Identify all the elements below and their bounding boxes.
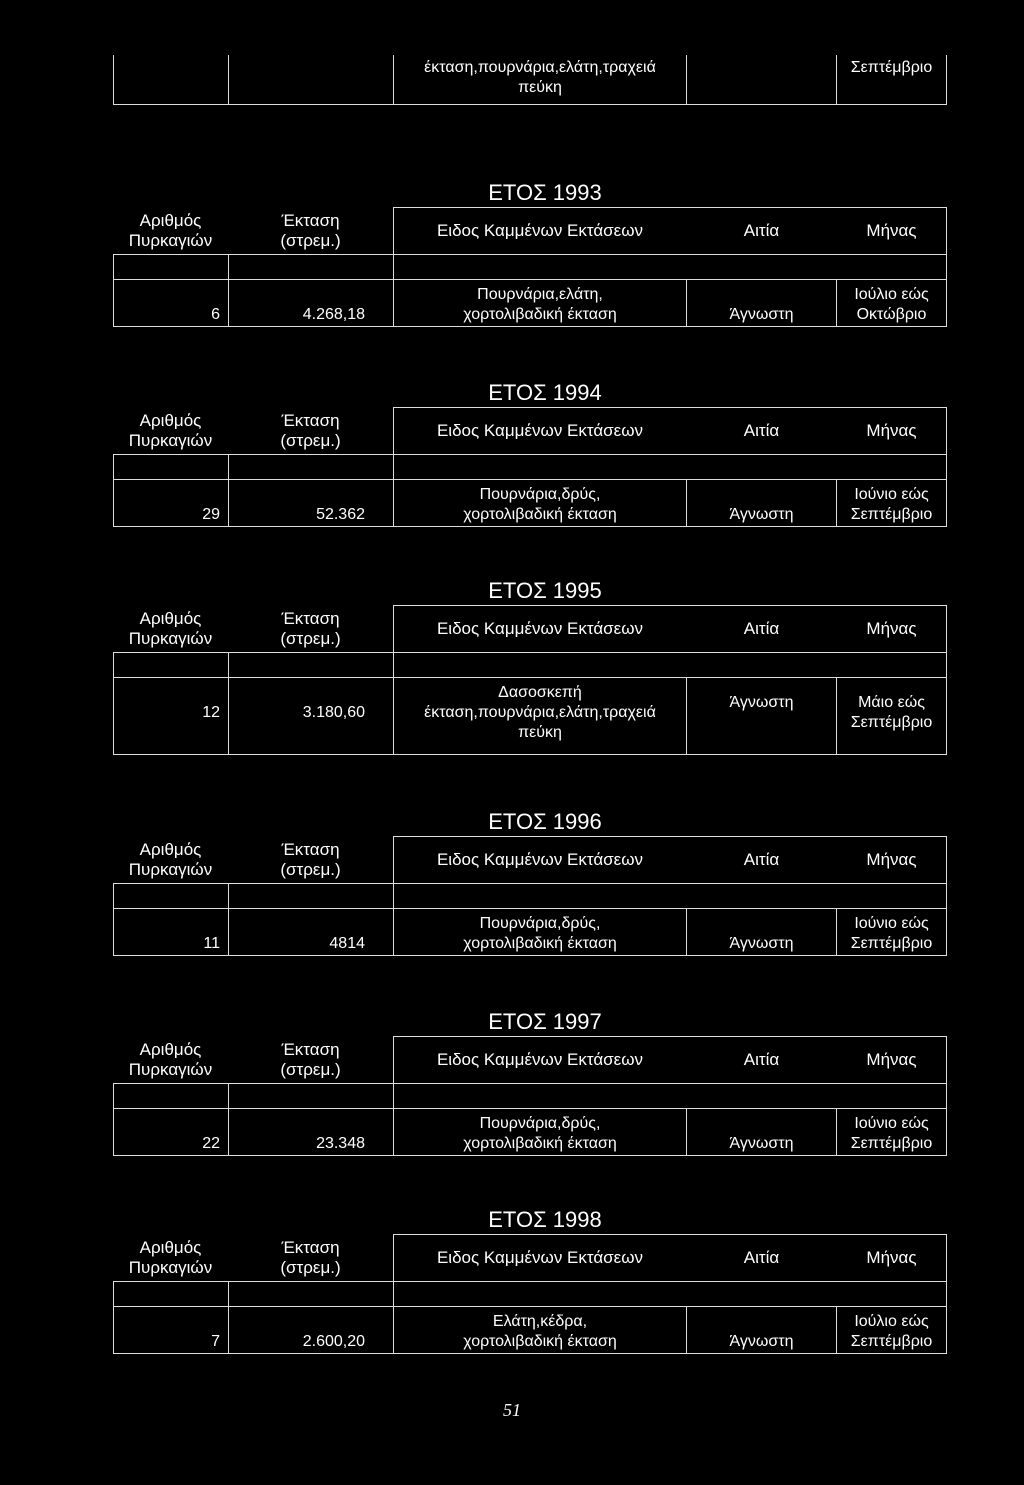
fire-count: 6	[211, 306, 220, 323]
header-month: Μήνας	[866, 850, 917, 869]
fire-count: 29	[202, 506, 220, 523]
header-count: Πυρκαγιών	[128, 629, 213, 648]
fragment-month: Σεπτέμβριο	[850, 59, 933, 76]
burned-type-line: χορτολιβαδική έκταση	[463, 935, 617, 952]
year-title: ΕΤΟΣ 1998	[488, 1207, 602, 1232]
grid-line	[393, 207, 947, 208]
grid-line	[113, 254, 947, 255]
burned-area: 4.268,18	[302, 306, 365, 323]
grid-line	[393, 605, 947, 606]
fire-month-line: Ιούνιο εώς	[854, 486, 929, 503]
header-cause: Αιτία	[743, 1050, 780, 1069]
grid-line	[113, 908, 947, 909]
fire-month-line: Σεπτέμβριο	[850, 1333, 933, 1350]
grid-line	[113, 1306, 947, 1307]
header-area: (στρεμ.)	[280, 629, 341, 648]
fire-cause: Άγνωστη	[729, 694, 794, 711]
burned-area: 3.180,60	[302, 704, 365, 721]
header-type: Ειδος Καμμένων Εκτάσεων	[436, 1050, 644, 1069]
grid-line	[113, 652, 114, 754]
fire-cause: Άγνωστη	[729, 935, 794, 952]
grid-line	[113, 326, 947, 327]
grid-line	[228, 454, 229, 526]
fire-month-line: Ιούλιο εώς	[854, 1313, 929, 1330]
burned-area: 2.600,20	[302, 1333, 365, 1350]
grid-line	[113, 1083, 114, 1155]
grid-line	[113, 652, 947, 653]
fire-count: 22	[202, 1135, 220, 1152]
burned-type-line: χορτολιβαδική έκταση	[463, 306, 617, 323]
header-area: (στρεμ.)	[280, 1258, 341, 1277]
fragment-description-line: πεύκη	[518, 79, 562, 96]
header-area: Έκταση	[281, 211, 340, 230]
header-type: Ειδος Καμμένων Εκτάσεων	[436, 1248, 644, 1267]
burned-area: 52.362	[316, 506, 365, 523]
header-area: Έκταση	[281, 1238, 340, 1257]
header-cause: Αιτία	[743, 421, 780, 440]
burned-type-line: πεύκη	[518, 724, 562, 741]
burned-area: 23.348	[316, 1135, 365, 1152]
grid-line	[113, 955, 947, 956]
grid-line	[113, 1083, 947, 1084]
grid-line	[228, 1281, 229, 1353]
header-count: Πυρκαγιών	[128, 1060, 213, 1079]
grid-line	[228, 652, 229, 754]
header-month: Μήνας	[866, 619, 917, 638]
grid-line	[113, 1353, 947, 1354]
fire-cause: Άγνωστη	[729, 306, 794, 323]
header-area: Έκταση	[281, 1040, 340, 1059]
burned-type-line: έκταση,πουρνάρια,ελάτη,τραχειά	[424, 704, 656, 721]
grid-line	[393, 1036, 947, 1037]
burned-type-line: Δασοσκεπή	[498, 684, 582, 701]
fire-month-line: Ιούνιο εώς	[854, 915, 929, 932]
grid-line	[113, 254, 114, 326]
header-count: Αριθμός	[139, 1238, 202, 1257]
header-area: Έκταση	[281, 609, 340, 628]
grid-line	[228, 1083, 229, 1155]
grid-line	[113, 677, 947, 678]
grid-line	[113, 883, 114, 955]
burned-type-line: Πουρνάρια,ελάτη,	[477, 286, 603, 303]
grid-line	[393, 407, 947, 408]
year-title: ΕΤΟΣ 1993	[488, 180, 602, 205]
fire-cause: Άγνωστη	[729, 1135, 794, 1152]
grid-line	[228, 55, 229, 104]
fire-month-line: Σεπτέμβριο	[850, 935, 933, 952]
fire-month-line: Σεπτέμβριο	[850, 1135, 933, 1152]
grid-line	[113, 104, 947, 105]
burned-type-line: Ελάτη,κέδρα,	[492, 1313, 588, 1330]
header-count: Αριθμός	[139, 840, 202, 859]
fire-cause: Άγνωστη	[729, 506, 794, 523]
grid-line	[393, 836, 947, 837]
header-month: Μήνας	[866, 1050, 917, 1069]
fire-month-line: Σεπτέμβριο	[850, 714, 933, 731]
header-type: Ειδος Καμμένων Εκτάσεων	[436, 421, 644, 440]
burned-area: 4814	[329, 935, 365, 952]
burned-type-line: Πουρνάρια,δρύς,	[479, 1115, 601, 1132]
header-count: Αριθμός	[139, 411, 202, 430]
header-area: (στρεμ.)	[280, 860, 341, 879]
grid-line	[113, 454, 114, 526]
burned-type-line: χορτολιβαδική έκταση	[463, 506, 617, 523]
fire-count: 12	[202, 704, 220, 721]
grid-line	[113, 1108, 947, 1109]
page-number: 51	[503, 1400, 521, 1420]
header-count: Πυρκαγιών	[128, 860, 213, 879]
header-count: Πυρκαγιών	[128, 431, 213, 450]
grid-line	[113, 754, 947, 755]
header-area: (στρεμ.)	[280, 431, 341, 450]
header-area: (στρεμ.)	[280, 231, 341, 250]
header-month: Μήνας	[866, 221, 917, 240]
burned-type-line: Πουρνάρια,δρύς,	[479, 486, 601, 503]
header-cause: Αιτία	[743, 1248, 780, 1267]
header-count: Αριθμός	[139, 211, 202, 230]
grid-line	[113, 479, 947, 480]
year-title: ΕΤΟΣ 1995	[488, 578, 602, 603]
header-type: Ειδος Καμμένων Εκτάσεων	[436, 619, 644, 638]
header-count: Πυρκαγιών	[128, 1258, 213, 1277]
grid-line	[113, 454, 947, 455]
header-type: Ειδος Καμμένων Εκτάσεων	[436, 221, 644, 240]
header-count: Αριθμός	[139, 609, 202, 628]
fire-count: 11	[203, 935, 220, 952]
grid-line	[228, 883, 229, 955]
grid-line	[113, 1155, 947, 1156]
header-cause: Αιτία	[743, 850, 780, 869]
fire-month-line: Μάιο εώς	[858, 694, 925, 711]
header-area: Έκταση	[281, 411, 340, 430]
grid-line	[393, 1234, 947, 1235]
header-cause: Αιτία	[743, 221, 780, 240]
fire-month-line: Οκτώβριο	[856, 306, 927, 323]
fire-month-line: Ιούλιο εώς	[854, 286, 929, 303]
grid-line	[113, 279, 947, 280]
header-count: Αριθμός	[139, 1040, 202, 1059]
header-cause: Αιτία	[743, 619, 780, 638]
year-title: ΕΤΟΣ 1996	[488, 809, 602, 834]
grid-line	[113, 1281, 114, 1353]
header-type: Ειδος Καμμένων Εκτάσεων	[436, 850, 644, 869]
header-area: Έκταση	[281, 840, 340, 859]
year-title: ΕΤΟΣ 1994	[488, 380, 602, 405]
fire-count: 7	[211, 1333, 220, 1350]
grid-line	[113, 883, 947, 884]
fire-month-line: Σεπτέμβριο	[850, 506, 933, 523]
header-count: Πυρκαγιών	[128, 231, 213, 250]
grid-line	[113, 1281, 947, 1282]
burned-type-line: Πουρνάρια,δρύς,	[479, 915, 601, 932]
grid-line	[228, 254, 229, 326]
burned-type-line: χορτολιβαδική έκταση	[463, 1135, 617, 1152]
fragment-description-line: έκταση,πουρνάρια,ελάτη,τραχειά	[424, 59, 656, 76]
header-area: (στρεμ.)	[280, 1060, 341, 1079]
header-month: Μήνας	[866, 421, 917, 440]
fire-month-line: Ιούνιο εώς	[854, 1115, 929, 1132]
header-month: Μήνας	[866, 1248, 917, 1267]
year-title: ΕΤΟΣ 1997	[488, 1009, 602, 1034]
burned-type-line: χορτολιβαδική έκταση	[463, 1333, 617, 1350]
grid-line	[113, 55, 114, 104]
grid-line	[113, 526, 947, 527]
fire-cause: Άγνωστη	[729, 1333, 794, 1350]
